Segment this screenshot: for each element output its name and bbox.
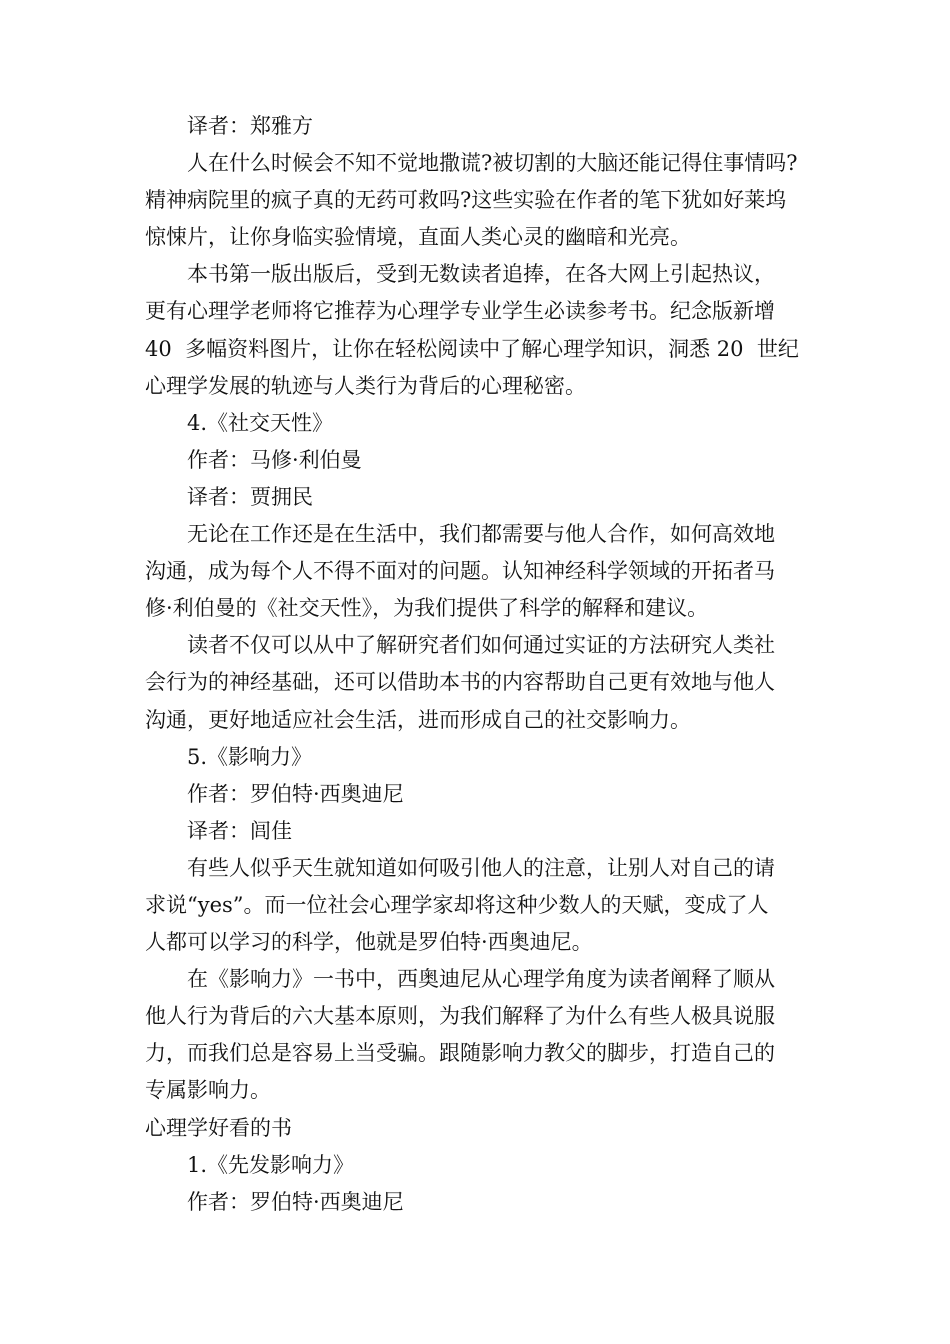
paragraph-line: 沟通，更好地适应社会生活，进而形成自己的社交影响力。: [145, 707, 691, 732]
paragraph-line: 更有心理学老师将它推荐为心理学专业学生必读参考书。纪念版新增: [145, 299, 775, 324]
book-title-line: 4.《社交天性》: [187, 410, 334, 435]
section-heading: 心理学好看的书: [145, 1115, 292, 1140]
book-title-line: 5.《影响力》: [187, 744, 313, 769]
paragraph-line: 他人行为背后的六大基本原则，为我们解释了为什么有些人极具说服: [145, 1004, 775, 1029]
paragraph-line: 读者不仅可以从中了解研究者们如何通过实证的方法研究人类社: [187, 633, 775, 658]
translator-line: 译者：贾拥民: [187, 484, 313, 509]
paragraph-line: 会行为的神经基础，还可以借助本书的内容帮助自己更有效地与他人: [145, 670, 775, 695]
paragraph-line: 力，而我们总是容易上当受骗。跟随影响力教父的脚步，打造自己的: [145, 1041, 775, 1066]
paragraph-line: 在《影响力》一书中，西奥迪尼从心理学角度为读者阐释了顺从: [187, 967, 775, 992]
document-page: [145, 108, 810, 1221]
paragraph-line: 求说“yes”。而一位社会心理学家却将这种少数人的天赋，变成了人: [145, 892, 769, 917]
book-title-line: 1.《先发影响力》: [187, 1152, 355, 1177]
paragraph-line: 专属影响力。: [145, 1078, 271, 1103]
paragraph-line: 有些人似乎天生就知道如何吸引他人的注意，让别人对自己的请: [187, 855, 775, 880]
paragraph-line: 惊悚片，让你身临实验情境，直面人类心灵的幽暗和光亮。: [145, 225, 691, 250]
paragraph-line: 40 多幅资料图片，让你在轻松阅读中了解心理学知识，洞悉 20 世纪: [145, 336, 799, 361]
paragraph-line: 无论在工作还是在生活中，我们都需要与他人合作，如何高效地: [187, 522, 775, 547]
paragraph-line: 沟通，成为每个人不得不面对的问题。认知神经科学领域的开拓者马: [145, 559, 775, 584]
translator-line: 译者：闾佳: [187, 818, 292, 843]
author-line: 作者：罗伯特·西奥迪尼: [187, 781, 404, 806]
paragraph-line: 心理学发展的轨迹与人类行为背后的心理秘密。: [145, 373, 586, 398]
paragraph-line: 修·利伯曼的《社交天性》，为我们提供了科学的解释和建议。: [145, 596, 709, 621]
paragraph-line: 精神病院里的疯子真的无药可救吗?这些实验在作者的笔下犹如好莱坞: [145, 188, 787, 213]
author-line: 作者：马修·利伯曼: [187, 447, 362, 472]
paragraph-line: 人都可以学习的科学，他就是罗伯特·西奥迪尼。: [145, 930, 593, 955]
paragraph-line: 人在什么时候会不知不觉地撒谎?被切割的大脑还能记得住事情吗?: [187, 151, 798, 176]
translator-line: 译者：郑雅方: [187, 114, 313, 138]
author-line: 作者：罗伯特·西奥迪尼: [187, 1189, 404, 1214]
paragraph-line: 本书第一版出版后，受到无数读者追捧，在各大网上引起热议，: [187, 262, 775, 287]
